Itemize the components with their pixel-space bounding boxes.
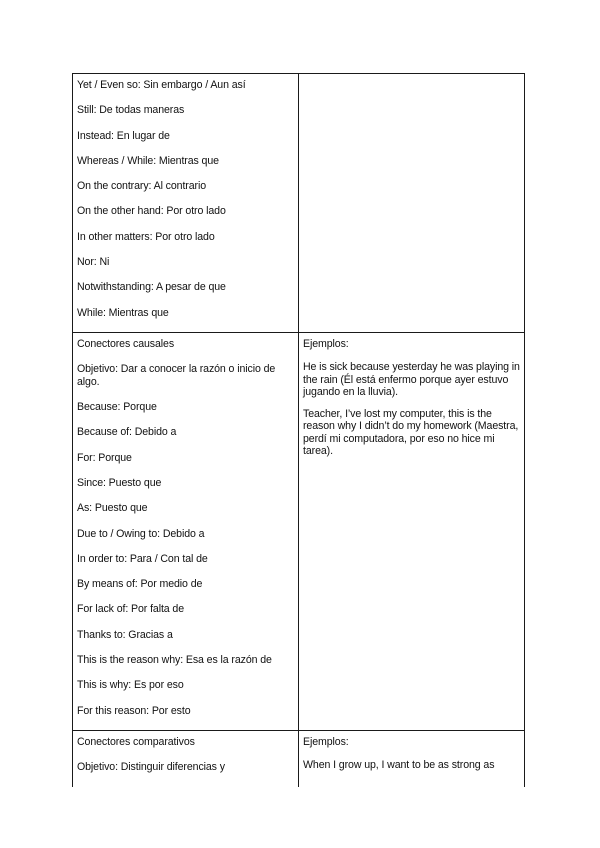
example-sentence: Teacher, I’ve lost my computer, this is the reason why I didn’t do my homework (Maestra, perdí mi computadora, por eso no hice mi tarea). <box>303 407 519 458</box>
connector-item: On the other hand: Por otro lado <box>77 205 226 218</box>
table-row <box>73 74 525 333</box>
section-heading: Conectores causales <box>77 337 175 350</box>
connector-item: Because of: Debido a <box>77 426 177 439</box>
connector-item: This is the reason why: Esa es la razón de <box>77 654 272 667</box>
table-cell-left <box>73 74 299 333</box>
connector-item: Still: De todas maneras <box>77 104 185 117</box>
table-cell-left <box>73 730 299 786</box>
connector-item: Yet / Even so: Sin embargo / Aun así <box>77 79 246 91</box>
connector-item: Due to / Owing to: Debido a <box>77 527 205 540</box>
connector-item: Instead: En lugar de <box>77 129 170 142</box>
example-sentence: When I grow up, I want to be as strong as <box>303 759 495 772</box>
connector-item: As: Puesto que <box>77 502 148 515</box>
connector-item: Thanks to: Gracias a <box>77 628 173 641</box>
connector-item: By means of: Por medio de <box>77 578 203 591</box>
connector-item: In other matters: Por otro lado <box>77 230 215 243</box>
section-objective: Objetivo: Distinguir diferencias y <box>77 761 225 774</box>
table-cell-right <box>299 332 525 730</box>
connector-item: On the contrary: Al contrario <box>77 180 206 193</box>
connector-item: For: Porque <box>77 451 132 464</box>
connector-item: For this reason: Por esto <box>77 704 191 717</box>
connector-item: Nor: Ni <box>77 256 110 269</box>
connector-item: In order to: Para / Con tal de <box>77 552 208 565</box>
section-heading: Conectores comparativos <box>77 735 195 748</box>
table-cell-right-empty <box>299 74 525 333</box>
connector-item: Because: Porque <box>77 401 157 414</box>
connector-item: Notwithstanding: A pesar de que <box>77 281 226 294</box>
examples-heading: Ejemplos: <box>303 735 349 748</box>
examples-heading: Ejemplos: <box>303 337 349 350</box>
table-row <box>73 332 525 730</box>
section-objective: Objetivo: Dar a conocer la razón o inicio de algo. <box>77 363 276 388</box>
connector-item: Whereas / While: Mientras que <box>77 154 219 167</box>
example-sentence: He is sick because yesterday he was playing in the rain (Él está enfermo porque ayer estuvo jugando en la lluvia). <box>303 361 520 399</box>
connector-item: For lack of: Por falta de <box>77 603 185 616</box>
table-row <box>73 730 525 786</box>
table-cell-right <box>299 730 525 786</box>
connector-item: While: Mientras que <box>77 306 169 319</box>
connector-item: Since: Puesto que <box>77 476 162 489</box>
connector-item: This is why: Es por eso <box>77 679 184 692</box>
connectors-table <box>72 73 525 787</box>
table-cell-left <box>73 332 299 730</box>
